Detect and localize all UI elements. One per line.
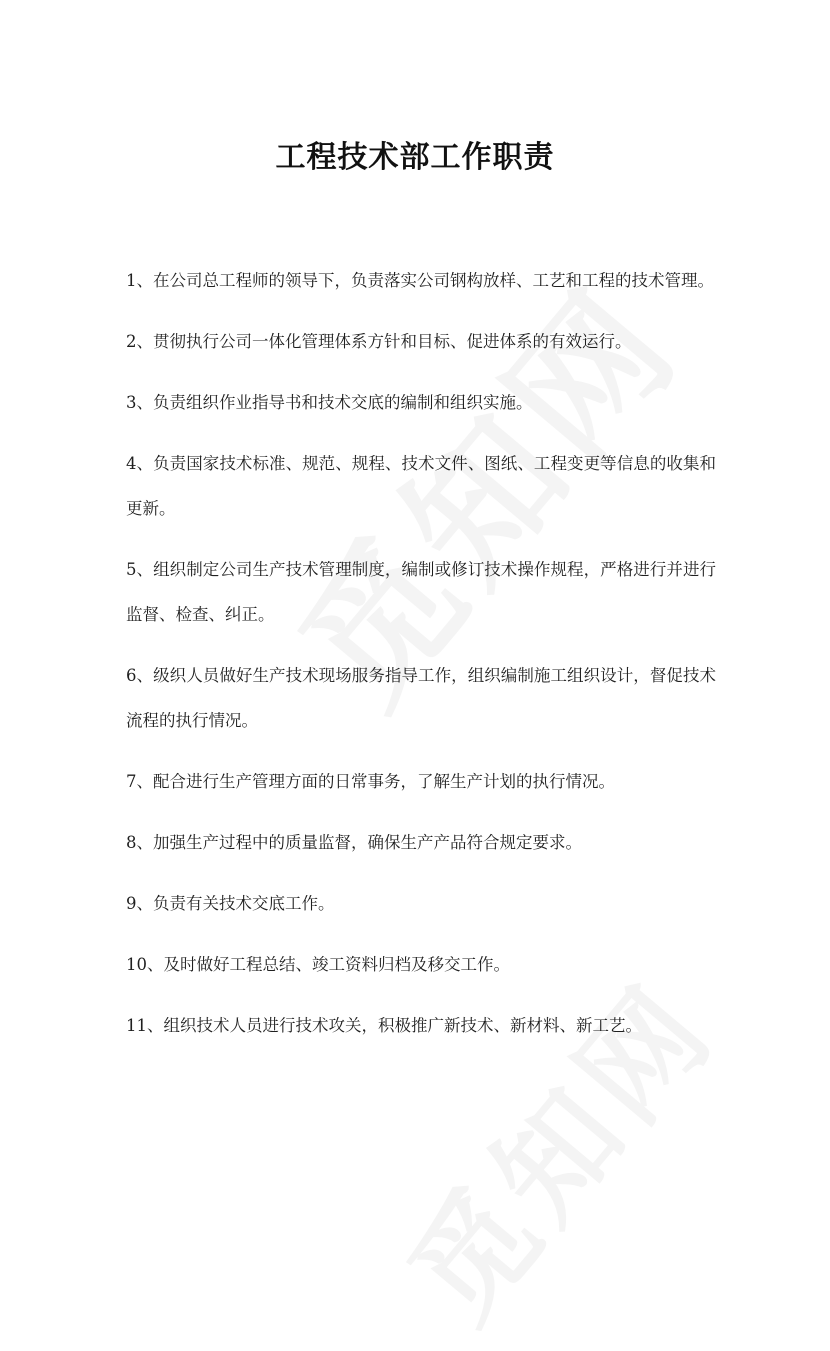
list-item: 3、负责组织作业指导书和技术交底的编制和组织实施。 [126,393,533,412]
list-item: 9、负责有关技术交底工作。 [126,894,335,913]
list-item: 10、及时做好工程总结、竣工资料归档及移交工作。 [126,955,510,974]
list-item: 2、贯彻执行公司一体化管理体系方针和目标、促进体系的有效运行。 [126,332,632,351]
list-item: 1、在公司总工程师的领导下，负责落实公司钢构放样、工艺和工程的技术管理。 [126,271,714,290]
list-item: 6、级织人员做好生产技术现场服务指导工作，组织编制施工组织设计，督促技术流程的执行情况。 [126,666,716,730]
list-item: 7、配合进行生产管理方面的日常事务，了解生产计划的执行情况。 [126,772,615,791]
list-item: 4、负责国家技术标准、规范、规程、技术文件、图纸、工程变更等信息的收集和更新。 [126,454,716,518]
list-item: 8、加强生产过程中的质量监督，确保生产产品符合规定要求。 [126,833,582,852]
list-item: 5、组织制定公司生产技术管理制度，编制或修订技术操作规程，严格进行并进行监督、检查、纠正。 [126,560,716,624]
duty-list [126,258,716,1064]
page-title: 工程技术部工作职责 [275,140,555,176]
list-item: 11、组织技术人员进行技术攻关，积极推广新技术、新材料、新工艺。 [126,1016,642,1035]
